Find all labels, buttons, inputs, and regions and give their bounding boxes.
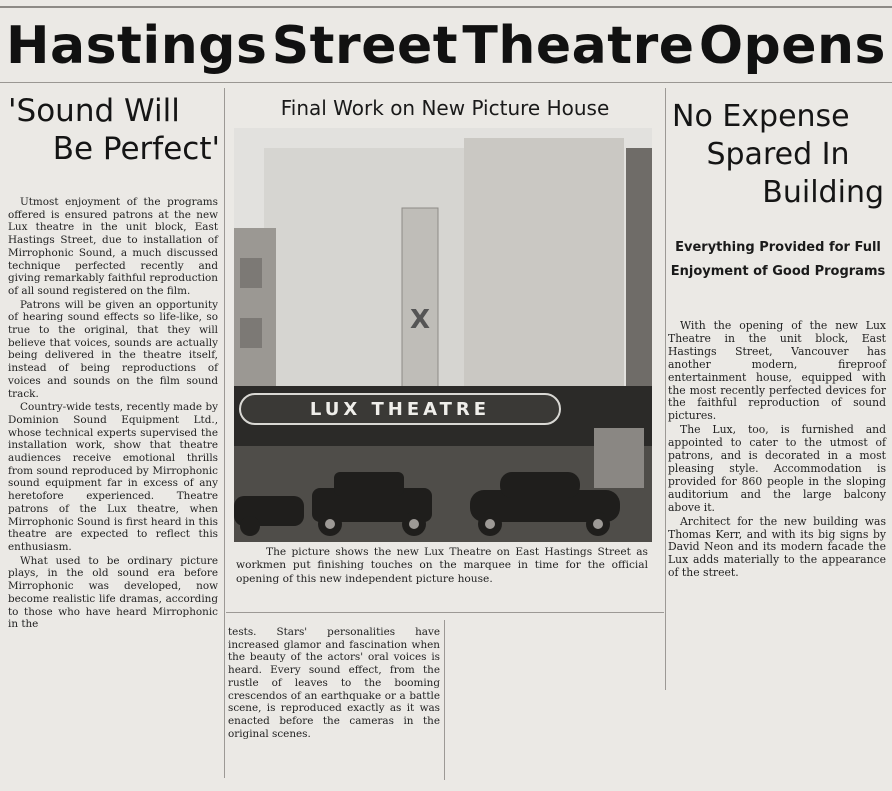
headline-word: Hastings — [6, 16, 268, 76]
paragraph: Country-wide tests, recently made by Dominion Sound Equipment Ltd., whose technical experts supervised the installation work, show that theatre audiences receive emotional thrills from sound reproduced by Mirrophonic sound equipment far in excess of any heretofore experienced. Theatre patrons of the Lux theatre, when Mirrophonic Sound is first heard in this theatre are expected to reflect this enthusiasm. — [8, 401, 218, 553]
title-line: Spared In — [706, 137, 850, 172]
title-line: Be Perfect' — [52, 131, 220, 167]
right-article-title — [672, 98, 884, 212]
headline-word: Opens — [698, 16, 886, 76]
column-divider — [224, 88, 225, 778]
column-divider — [665, 88, 666, 690]
title-line: Building — [762, 175, 884, 210]
marquee-text: LUX THEATRE — [309, 399, 491, 420]
theatre-photo — [234, 128, 652, 542]
title-line: No Expense — [672, 99, 850, 134]
column-divider — [444, 620, 445, 780]
paragraph: Patrons will be given an opportunity of hearing sound effects so life-like, so true to the original, that they will believe that voices, sounds are actually being delivered in the theatre itself, instead of being reproductions of voices and sounds on the film sound track. — [8, 298, 218, 400]
page-headline — [6, 14, 886, 78]
theatre-photo-image — [234, 128, 652, 542]
paragraph: The Lux, too, is furnished and appointed to cater to the utmost of patrons, and is decorated in a most pleasing style. Accommodation is provided for 860 people in the sloping auditorium and the large balcony above it. — [668, 423, 886, 514]
paragraph: Utmost enjoyment of the programs offered is ensured patrons at the new Lux theatre in the unit block, East Hastings Street, due to installation of Mirrophonic Sound, a much discussed technique perfected recently and giving remarkably faithful reproduction of all sound registered on the film. — [8, 196, 218, 297]
paragraph: tests. Stars' personalities have increased glamor and fascination when the beauty of the actors' oral voices is heard. Every sound effect, from the rustle of leaves to the booming crescendos of an earthquake or a battle scene, is reproduced exactly as it was enacted before the cameras in the original scenes. — [228, 626, 440, 740]
photo-heading: Final Work on New Picture House — [280, 96, 610, 120]
left-article-title — [8, 92, 220, 168]
headline-rule — [0, 82, 892, 83]
title-line: 'Sound Will — [8, 93, 180, 129]
right-article-subhead: Everything Provided for Full Enjoyment of Good Programs — [670, 240, 886, 279]
caption-rule — [226, 612, 664, 613]
headline-word: Street — [271, 16, 459, 76]
photo-caption: The picture shows the new Lux Theatre on East Hastings Street as workmen put finishing touches on the marquee in time for the official opening of this new independent picture house. — [236, 546, 648, 585]
paragraph: Architect for the new building was Thomas Kerr, and with its big signs by David Neon and its modern facade the Lux adds materially to the appearance of the street. — [668, 514, 886, 580]
left-article-continuation — [228, 626, 440, 741]
right-article-body — [668, 320, 886, 581]
svg-text:X: X — [409, 305, 431, 335]
paragraph: What used to be ordinary picture plays, in the old sound era before Mirrophonic was developed, now become realistic life dramas, according to those who have heard Mirrophonic in the — [8, 554, 218, 631]
top-rule — [0, 6, 892, 8]
left-article-body — [8, 196, 218, 632]
paragraph: With the opening of the new Lux Theatre in the unit block, East Hastings Street, Vancouver has another modern, fireproof entertainment house, equipped with the most recently perfected devices for the faithful reproduction of sound pictures. — [668, 319, 886, 423]
headline-word: Theatre — [462, 16, 695, 76]
